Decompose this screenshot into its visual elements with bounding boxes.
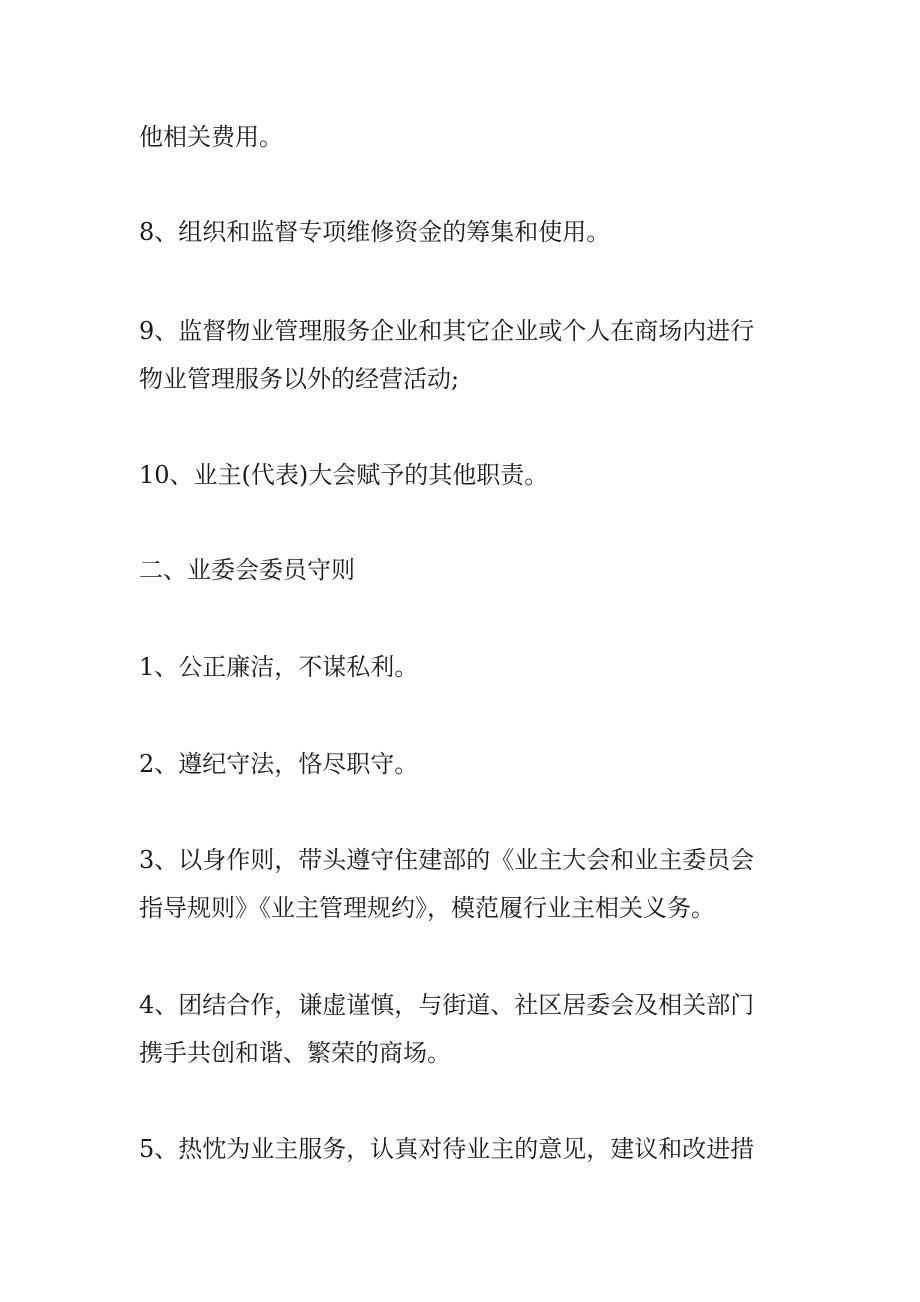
text-line: 1、公正廉洁，不谋私利。 xyxy=(139,653,419,681)
text-line: 9、监督物业管理服务企业和其它企业或个人在商场内进行 xyxy=(139,317,755,345)
section-heading xyxy=(139,546,799,594)
paragraph-rule-1 xyxy=(139,643,799,691)
paragraph-item-10 xyxy=(139,451,799,499)
paragraph-rule-5 xyxy=(139,1125,799,1173)
paragraph-rule-2 xyxy=(139,740,799,788)
text-line: 指导规则》《业主管理规约》，模范履行业主相关义务。 xyxy=(139,894,715,922)
text-line: 10、业主(代表)大会赋予的其他职责。 xyxy=(139,461,549,489)
paragraph-continuation xyxy=(139,113,799,161)
text-line: 8、组织和监督专项维修资金的筹集和使用。 xyxy=(139,218,611,246)
text-line: 携手共创和谐、繁荣的商场。 xyxy=(139,1039,451,1067)
paragraph-item-9 xyxy=(139,307,799,403)
paragraph-item-8 xyxy=(139,208,799,256)
text-line: 二、业委会委员守则 xyxy=(139,556,355,584)
text-line: 3、以身作则，带头遵守住建部的《业主大会和业主委员会 xyxy=(139,846,755,874)
text-line: 他相关费用。 xyxy=(139,123,283,151)
text-line: 5、热忱为业主服务，认真对待业主的意见，建议和改进措 xyxy=(139,1135,755,1163)
paragraph-rule-3 xyxy=(139,836,799,932)
text-line: 2、遵纪守法，恪尽职守。 xyxy=(139,750,419,778)
text-line: 4、团结合作，谦虚谨慎，与街道、社区居委会及相关部门 xyxy=(139,991,755,1019)
text-line: 物业管理服务以外的经营活动; xyxy=(139,365,460,393)
paragraph-rule-4 xyxy=(139,981,799,1077)
